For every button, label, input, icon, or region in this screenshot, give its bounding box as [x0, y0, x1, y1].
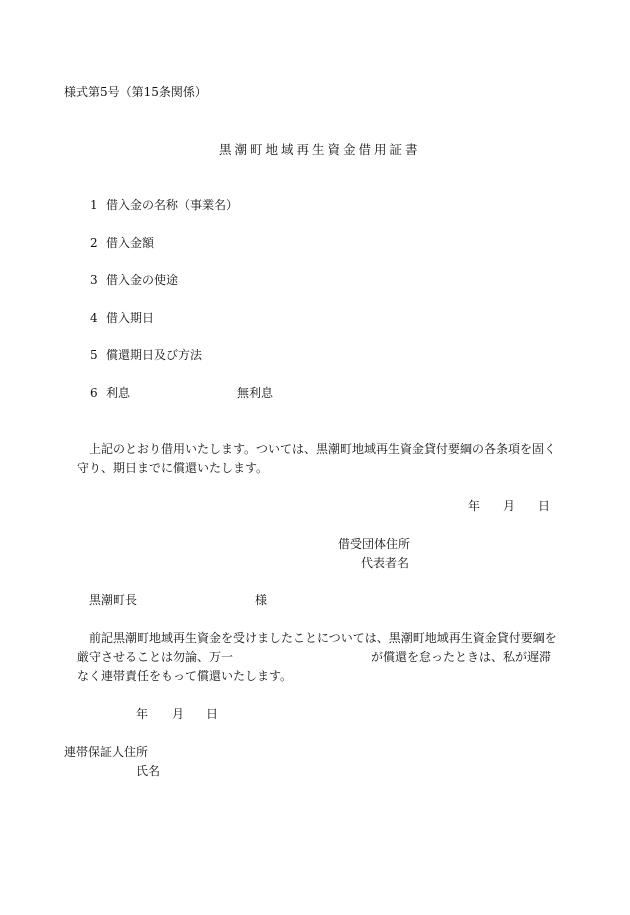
paragraph2-line3: なく連帯責任をもって償還いたします。: [77, 669, 293, 683]
item-2-number: 2: [90, 236, 98, 250]
item-2-label: 借入金額: [106, 236, 155, 250]
paragraph2-line2a: 厳守させることは勿論、万一: [77, 650, 234, 664]
document-title: 黒潮町地域再生資金借用証書: [219, 142, 421, 157]
borrower-rep-label: 代表者名: [361, 556, 410, 570]
guarantor-address-label: 連帯保証人住所: [64, 745, 149, 759]
item-5-label: 償還期日及び方法: [106, 348, 203, 362]
date1-year: 年: [468, 499, 481, 513]
item-4-number: 4: [90, 311, 98, 325]
item-6-value: 無利息: [237, 386, 274, 400]
guarantor-name-label: 氏名: [136, 764, 161, 778]
paragraph1-line2: 守り、期日までに償還いたします。: [77, 461, 269, 475]
item-3-number: 3: [90, 273, 98, 287]
item-4-label: 借入期日: [106, 311, 155, 325]
date1-day: 日: [538, 499, 551, 513]
form-number: 様式第5号（第15条関係）: [64, 85, 207, 99]
paragraph2-line1: 前記黒潮町地域再生資金を受けましたことについては、黒潮町地域再生資金貸付要綱を: [89, 631, 557, 645]
paragraph2-line2b: が償還を怠ったときは、私が遅滞: [371, 650, 552, 664]
date2-month: 月: [172, 707, 185, 721]
date2-day: 日: [206, 707, 219, 721]
date2-year: 年: [136, 707, 149, 721]
item-3-label: 借入金の使途: [106, 273, 179, 287]
item-1-label: 借入金の名称（事業名）: [106, 198, 239, 212]
item-6-number: 6: [90, 386, 98, 400]
item-5-number: 5: [90, 348, 98, 362]
item-6-label: 利息: [106, 386, 131, 400]
date1-month: 月: [503, 499, 516, 513]
addressee-honorific: 様: [255, 593, 268, 607]
paragraph1-line1: 上記のとおり借用いたします。ついては、黒潮町地域再生資金貸付要綱の各条項を固く: [89, 442, 557, 456]
borrower-address-label: 借受団体住所: [338, 537, 411, 551]
item-1-number: 1: [90, 198, 98, 212]
addressee-name: 黒潮町長: [89, 593, 138, 607]
